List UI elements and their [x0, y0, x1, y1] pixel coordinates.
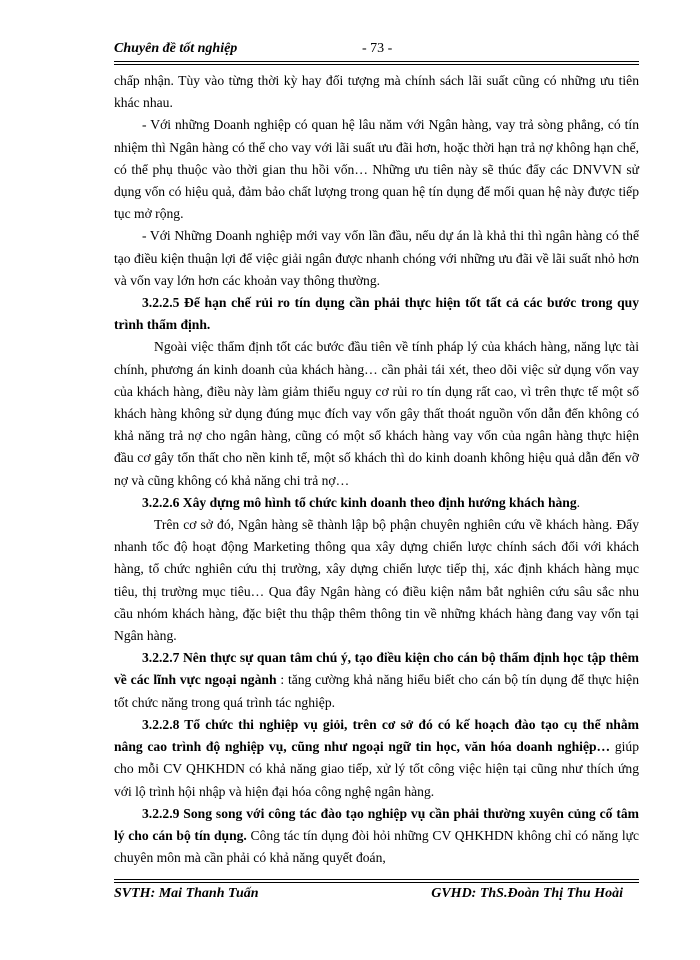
- heading-3-2-2-6-text: 3.2.2.6 Xây dựng mô hình tổ chức kinh doanh theo định hướng khách hàng: [142, 494, 577, 510]
- page-footer: [114, 886, 639, 908]
- heading-3-2-2-6-tail: .: [576, 494, 581, 510]
- heading-3-2-2-5: 3.2.2.5 Để hạn chế rủi ro tín dụng cần phải thực hiện tốt tất cả các bước trong quy trình thẩm định.: [114, 295, 639, 333]
- page-header: [114, 40, 639, 62]
- paragraph-interest-policy: chấp nhận. Tùy vào từng thời kỳ hay đối tượng mà chính sách lãi suất cũng có những ưu tiên khác nhau.: [114, 73, 639, 111]
- paragraph-long-term-clients: - Với những Doanh nghiệp có quan hệ lâu năm với Ngân hàng, vay trả sòng phẳng, có tín nhiệm thì Ngân hàng có thể cho vay với lãi suất ưu đãi hơn, hoặc thời hạn trả nợ không hạn chế, có thể phụ thuộc vào thời gian thu hồi vốn… Những ưu tiên này sẽ thúc đẩy các DNVVN sử dụng vốn có hiệu quả, đảm bảo chất lượng trong quan hệ tín dụng để mối quan hệ này được tiếp tục mở rộng.: [114, 117, 639, 222]
- heading-3-2-2-6: [114, 492, 639, 514]
- header-rule-thin: [114, 64, 639, 65]
- paragraph-3-2-2-9-text: Công tác tín dụng đòi hỏi những CV QHKHDN không chỉ có năng lực chuyên môn mà cần phải có khả năng quyết đoán,: [114, 827, 640, 866]
- paragraph-3-2-2-9: [114, 803, 639, 870]
- paragraph-3-2-2-8: [114, 714, 639, 803]
- header-title: Chuyên đề tốt nghiệp: [114, 41, 238, 56]
- paragraph-3-2-2-7: [114, 647, 639, 714]
- paragraph-3-2-2-8-text: giúp cho mỗi CV QHKHDN có khả năng giao tiếp, xử lý tốt công việc hiện tại cũng như thích ứng với lộ trình hội nhập và hiện đại hóa công nghệ ngân hàng.: [114, 739, 639, 799]
- page-body: [114, 70, 639, 869]
- footer-rule-thick: [114, 882, 639, 883]
- heading-3-2-2-8: 3.2.2.8 Tổ chức thi nghiệp vụ giỏi, trên cơ sở đó có kế hoạch đào tạo cụ thể nhằm nâng cao trình độ nghiệp vụ, cũng như ngoại ngữ tin học, văn hóa doanh nghiệp…: [114, 716, 639, 755]
- footer-rule-thin: [114, 879, 639, 880]
- paragraph-3-2-2-7-text: : tăng cường khả năng hiểu biết cho cán bộ tín dụng để thực hiện tốt chức năng trong quá trình tác nghiệp.: [114, 672, 639, 710]
- page-number: - 73 -: [362, 41, 393, 56]
- footer-advisor: GVHD: ThS.Đoàn Thị Thu Hoài: [431, 886, 623, 901]
- paragraph-customer-research: Trên cơ sở đó, Ngân hàng sẽ thành lập bộ phận chuyên nghiên cứu về khách hàng. Đẩy nhanh tốc độ hoạt động Marketing thông qua xây dựng chiến lược chính sách đối với khách hàng, tổ chức nghiên cứu thị trường, xây dựng chiến lược tiếp thị, xác định khách hàng mục tiêu, thị trường mục tiêu… Qua đây Ngân hàng có điều kiện nắm bắt nghiên cứu sâu sắc nhu cầu nhóm khách hàng, đặc biệt thu thập thêm thông tin về những khách hàng đang vay vốn tại Ngân hàng.: [114, 517, 639, 644]
- footer-student: SVTH: Mai Thanh Tuấn: [114, 886, 259, 901]
- heading-3-2-2-7: 3.2.2.7 Nên thực sự quan tâm chú ý, tạo điều kiện cho cán bộ thẩm định học tập thêm về các lĩnh vực ngoại ngành: [114, 650, 639, 688]
- heading-3-2-2-9: 3.2.2.9 Song song với công tác đào tạo nghiệp vụ cần phải thường xuyên củng cố tâm lý cho cán bộ tín dụng.: [114, 805, 639, 843]
- paragraph-new-clients: - Với Những Doanh nghiệp mới vay vốn lần đầu, nếu dự án là khả thi thì ngân hàng có thể tạo điều kiện thuận lợi để việc giải ngân được nhanh chóng với những ưu đãi về lãi suất nhỏ hơn và vốn vay lớn hơn các khoản vay thông thường.: [114, 228, 640, 288]
- paragraph-appraisal: Ngoài việc thẩm định tốt các bước đầu tiên về tính pháp lý của khách hàng, năng lực tài chính, phương án kinh doanh của khách hàng… cần phải tái xét, theo dõi việc sử dụng vốn vay của khách hàng, điều này làm giảm thiểu nguy cơ rủi ro tín dụng rất cao, vì trên thực tế một số khách hàng không sử dụng đúng mục đích vay vốn gây thất thoát nguồn vốn dẫn đến không có khả năng trả nợ cho ngân hàng, cũng có một số khách hàng vay vốn của ngân hàng thực hiện đầu cơ gây tổn thất cho nền kinh tế, một số khách thì do kinh doanh không hiệu quả dẫn đến vỡ nợ và cũng không có khả năng chi trả nợ…: [114, 339, 639, 488]
- header-rule-thick: [114, 61, 639, 62]
